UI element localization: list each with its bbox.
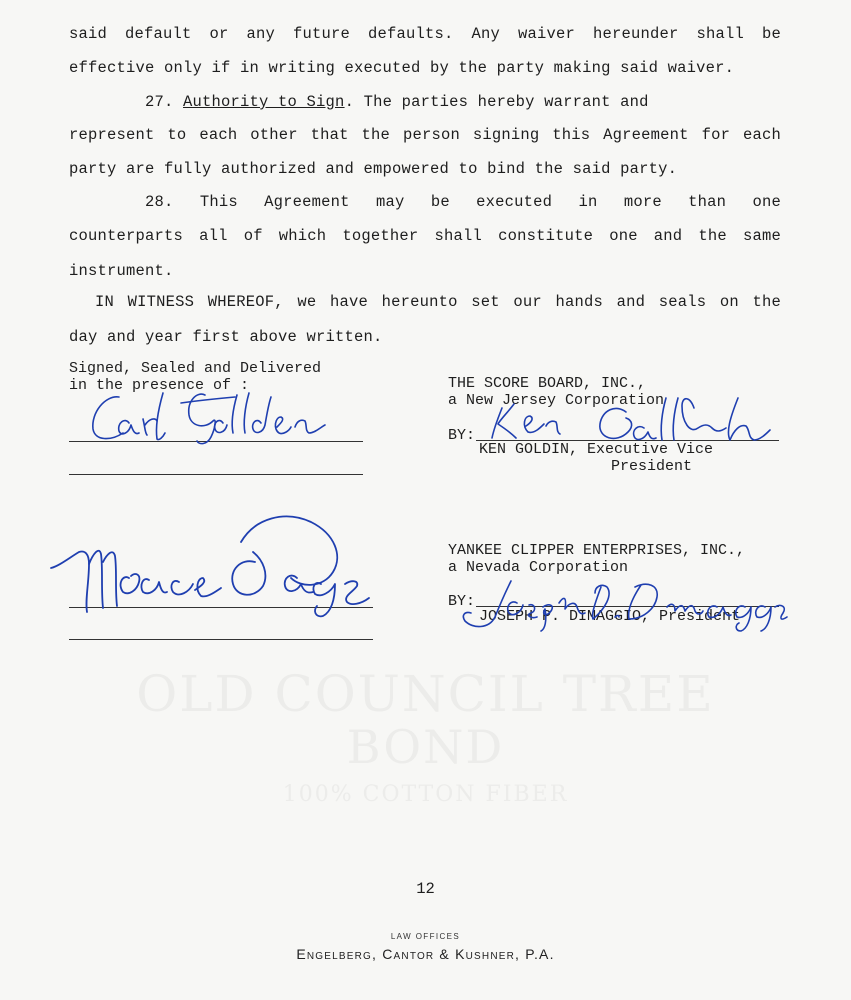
witness-2-signature bbox=[45, 512, 375, 622]
party-2-name: YANKEE CLIPPER ENTERPRISES, INC., bbox=[448, 542, 746, 559]
section-27-line-1 bbox=[69, 92, 781, 112]
party-2-corporation: a Nevada Corporation bbox=[448, 559, 629, 576]
page-number: 12 bbox=[416, 880, 435, 898]
witness-1b-signature-line bbox=[69, 474, 363, 475]
watermark-line-2: BOND bbox=[346, 720, 505, 774]
section-27-line-1-text: . The parties hereby warrant and bbox=[344, 93, 649, 111]
party-2-by-label: BY: bbox=[448, 593, 476, 610]
party-1-name: THE SCORE BOARD, INC., bbox=[448, 375, 647, 392]
party-1-signer-title: President bbox=[611, 458, 693, 475]
witness-1-signature bbox=[85, 383, 345, 453]
party-1-by-label: BY: bbox=[448, 427, 476, 444]
section-27-line-2: represent to each other that the person signing this Agreement for each bbox=[69, 126, 781, 144]
witness-caption-line-1: Signed, Sealed and Delivered bbox=[69, 360, 322, 377]
section-28-line-1: 28. This Agreement may be executed in more than one bbox=[145, 193, 781, 211]
party-1-corporation: a New Jersey Corporation bbox=[448, 392, 665, 409]
paragraph-26-line-1: said default or any future defaults. Any waiver hereunder shall be bbox=[69, 25, 781, 43]
section-27-line-3: party are fully authorized and empowered to bind the said party. bbox=[69, 160, 678, 178]
section-27-number: 27. bbox=[145, 93, 174, 111]
watermark-line-3: 100% COTTON FIBER bbox=[282, 782, 569, 807]
section-27-heading: Authority to Sign bbox=[183, 93, 345, 111]
footer-law-offices: LAW OFFICES bbox=[390, 932, 461, 941]
section-28-line-2: counterparts all of which together shall constitute one and the same bbox=[69, 227, 781, 245]
party-1-signature bbox=[476, 388, 776, 448]
watermark-line-1: OLD COUNCIL TREE bbox=[136, 665, 715, 723]
section-28-line-3: instrument. bbox=[69, 262, 174, 280]
party-2-signature bbox=[455, 573, 790, 633]
party-2-signer: JOSEPH P. DIMAGGIO, President bbox=[479, 608, 741, 625]
party-1-signer: KEN GOLDIN, Executive Vice bbox=[479, 441, 714, 458]
witness-caption-line-2: in the presence of : bbox=[69, 377, 250, 394]
witness-clause-line-1: IN WITNESS WHEREOF, we have hereunto set our hands and seals on the bbox=[95, 293, 781, 311]
witness-2b-signature-line bbox=[69, 639, 373, 640]
paragraph-26-line-2: effective only if in writing executed by the party making said waiver. bbox=[69, 59, 735, 77]
witness-clause-line-2: day and year first above written. bbox=[69, 328, 383, 346]
footer-firm-name: Engelberg, Cantor & Kushner, P.A. bbox=[296, 946, 555, 962]
